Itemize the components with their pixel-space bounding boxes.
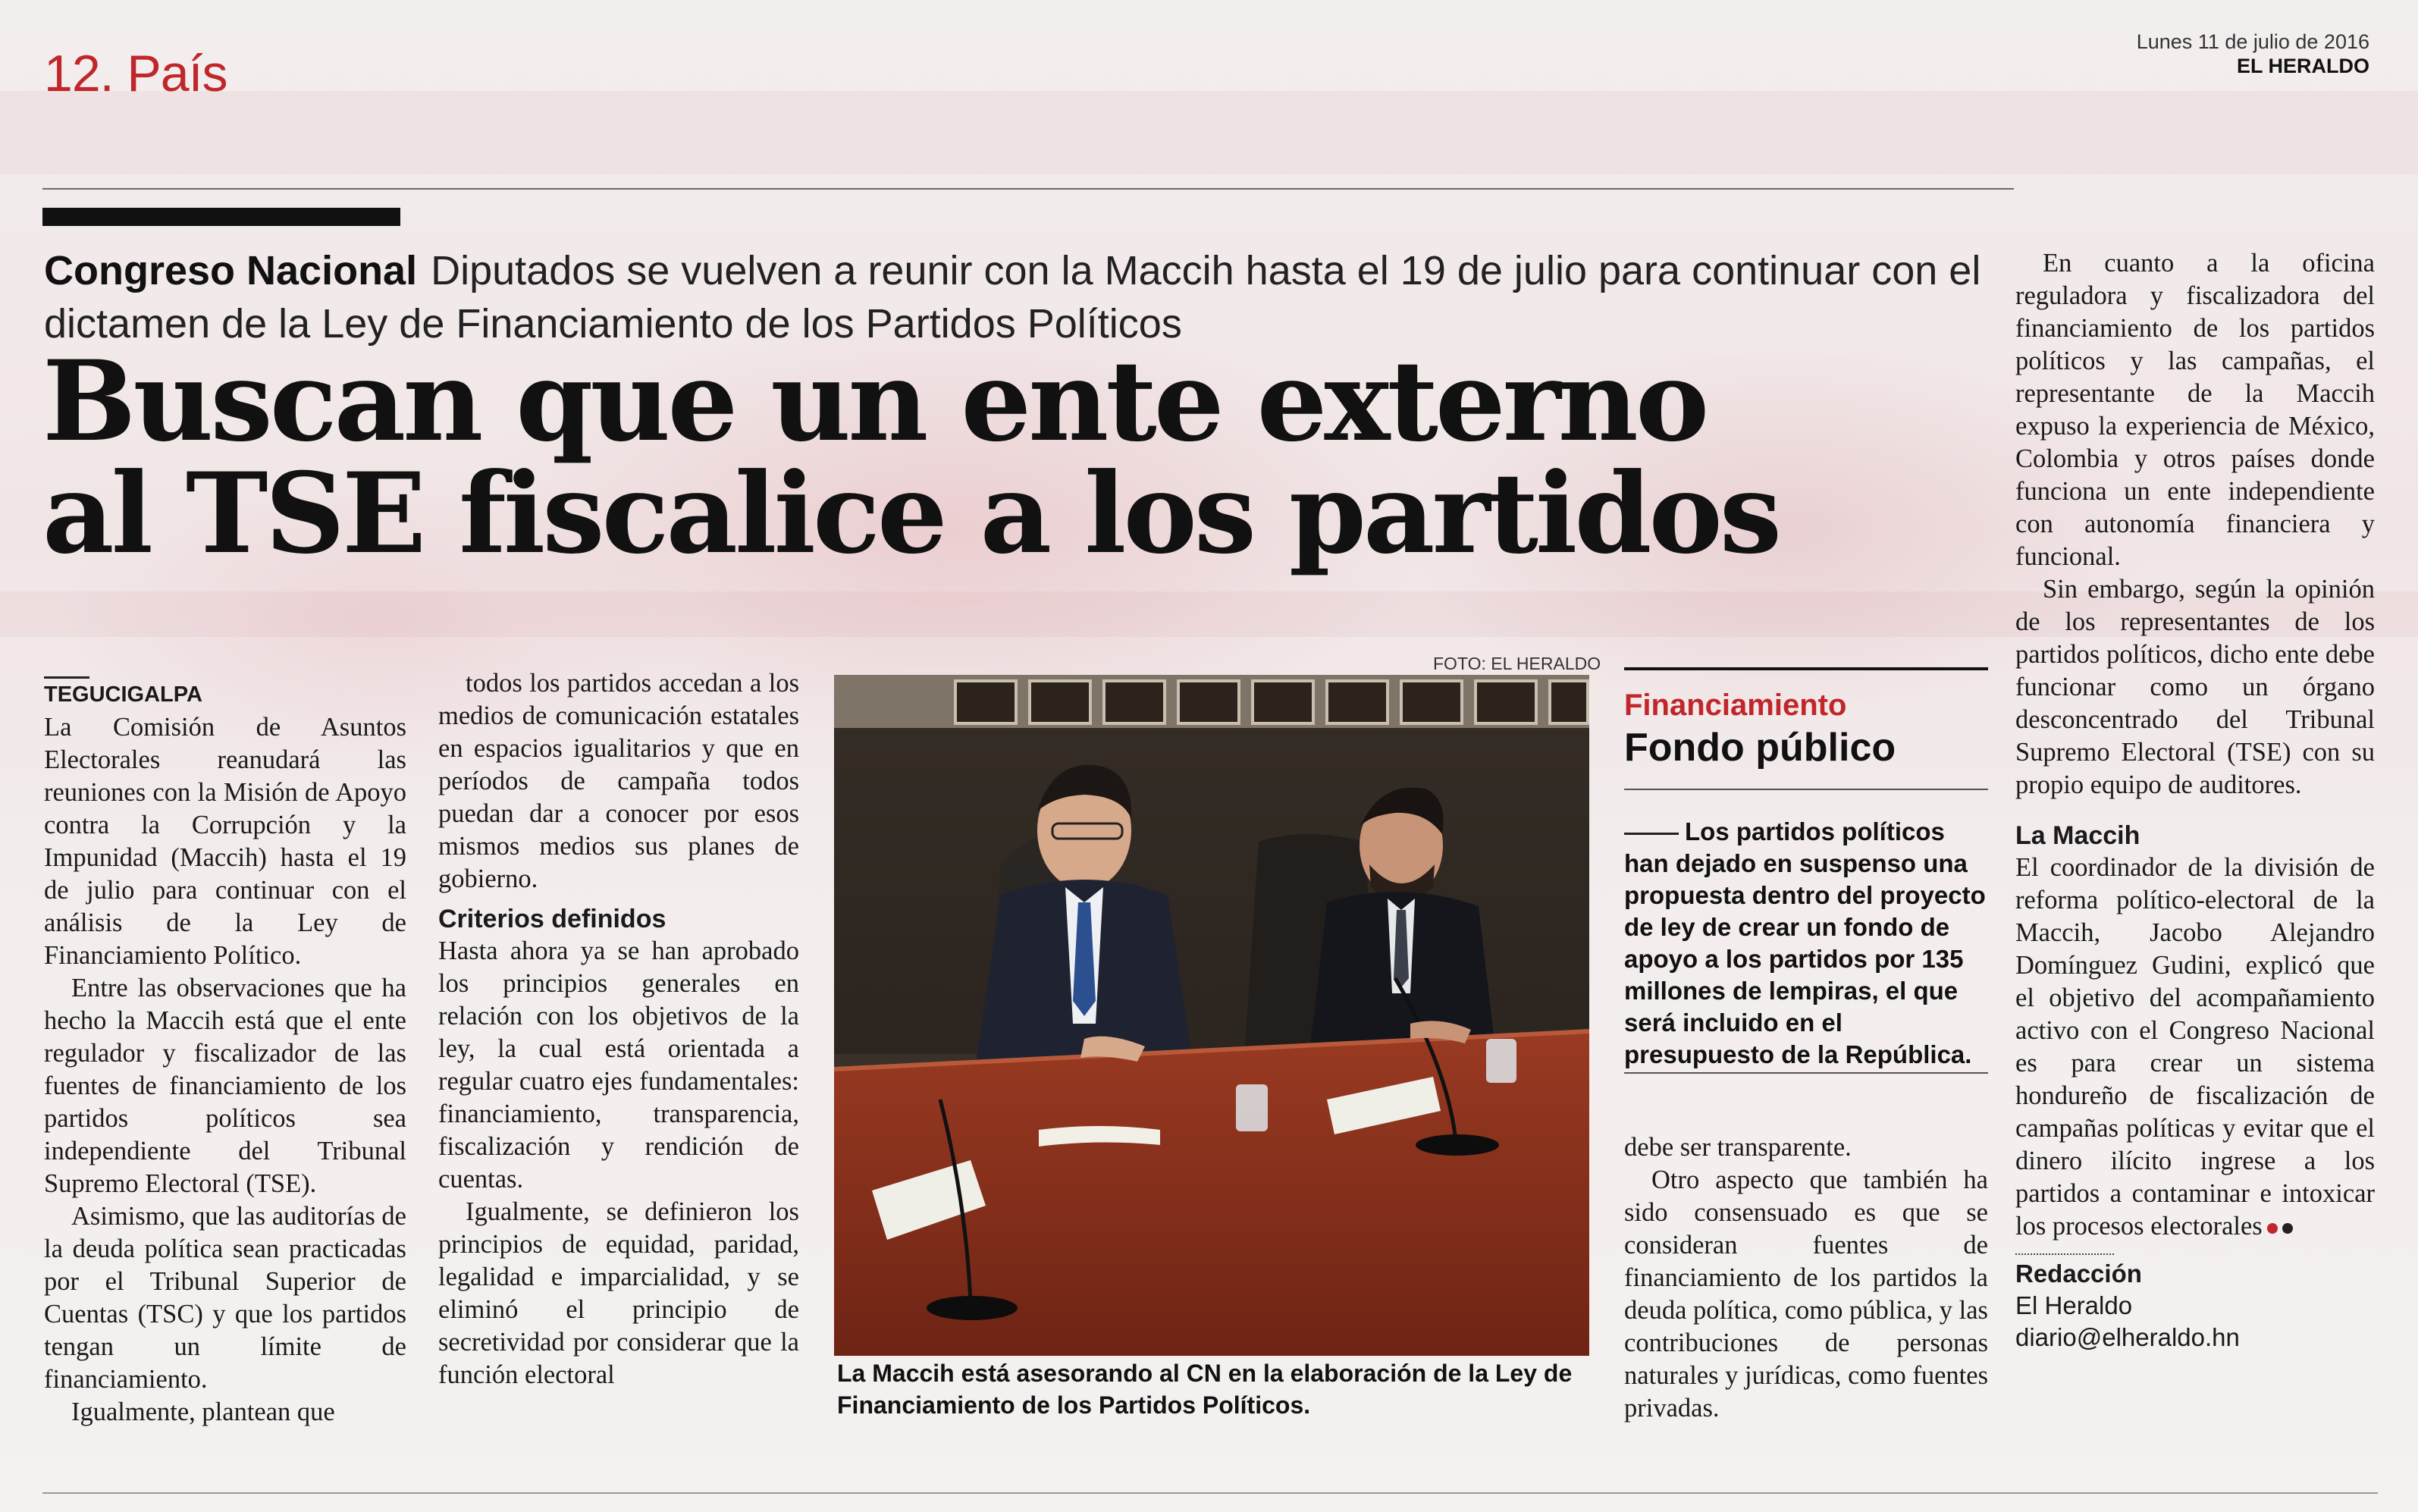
news-photo [834, 675, 1589, 1356]
background-band [0, 91, 2418, 174]
headline [42, 337, 1984, 579]
column-4 [2015, 247, 2375, 1354]
column-2 [438, 667, 799, 1391]
paragraph [2015, 852, 2375, 1243]
paragraph: debe ser transparente. [1624, 1133, 1852, 1162]
signature-divider [2015, 1253, 2114, 1255]
top-rule [42, 188, 2014, 190]
photo-credit: FOTO: EL HERALDO [1433, 654, 1601, 673]
subhead: Criterios definidos [438, 905, 666, 933]
paragraph: Hasta ahora ya se han aprobado los principios generales en relación con los objetivos de la ley, la cual está orientada a regular cuatro ejes fundamentales: financiamiento, transparencia, fiscalización y rendición de cuentas. [438, 936, 799, 1194]
end-mark-icon [2267, 1223, 2278, 1234]
paragraph-text: El coordinador de la división de reforma político-electoral de la Maccih, Jacobo Alejandro Domínguez Gudini, explicó que el objetivo del acompañamiento activo con el Congreso Nacional es para crear un sistema hondureño de fiscalización de campañas políticas y evitar que el dinero ilícito ingrese a los partidos a contaminar e intoxicar los procesos electorales [2015, 853, 2375, 1241]
sidebar-rule [1624, 667, 1988, 670]
byline-email: diario@elheraldo.hn [2015, 1323, 2240, 1351]
kicker-tag: Congreso Nacional [44, 248, 418, 293]
lead-dash [1624, 833, 1679, 835]
kicker-text: Diputados se vuelven a reunir con la Maccih hasta el 19 de julio para continuar con el dictamen de la Ley de Financiamiento de los Partidos Políticos [44, 248, 1981, 347]
paragraph: Entre las observaciones que ha hecho la Maccih está que el ente regulador y fiscalizador de las fuentes de financiamiento de los partidos políticos sea independiente del Tribunal Supremo Electoral (TSE). [44, 974, 406, 1198]
paragraph: La Comisión de Asuntos Electorales reanudará las reuniones con la Misión de Apoyo contra la Corrupción y la Impunidad (Maccih) hasta el 19 de julio para continuar con el análisis de la Ley de Financiamiento Político. [44, 713, 406, 970]
sidebar-divider [1624, 789, 1988, 790]
end-mark-icon [2282, 1223, 2293, 1234]
column-3 [1624, 1131, 1988, 1425]
paragraph: todos los partidos accedan a los medios de comunicación estatales en espacios igualitarios y que en períodos de campaña todos puedan dar a conocer por esos mismos medios sus planes de gobierno. [438, 669, 799, 893]
headline-bar [42, 208, 400, 226]
section-title: 12. País [44, 45, 227, 102]
byline-heading: Redacción [2015, 1259, 2142, 1288]
column-1 [44, 676, 406, 1429]
sidebar-text [1624, 816, 1988, 1071]
sidebar-paragraph: Los partidos políticos han dejado en suspenso una propuesta dentro del proyecto de ley de crear un fondo de apoyo a los partidos por 135 millones de lempiras, el que será incluido en el presupuesto de la República. [1624, 817, 1986, 1068]
paragraph: Igualmente, se definieron los principios de equidad, paridad, legalidad e imparcialidad, y se eliminó el principio de secretividad por considerar que la función electoral [438, 1197, 799, 1389]
byline-outlet: El Heraldo [2015, 1291, 2133, 1319]
paragraph: Asimismo, que las auditorías de la deuda política sean practicadas por el Tribunal Superior de Cuentas (TSC) y que los partidos tengan un límite de financiamiento. [44, 1202, 406, 1394]
subhead: La Maccih [2015, 821, 2140, 850]
bottom-rule [42, 1492, 2378, 1494]
dateline: TEGUCIGALPA [44, 676, 89, 711]
sidebar-title: Fondo público [1624, 726, 1896, 770]
publication-date: Lunes 11 de julio de 2016 [2136, 30, 2369, 53]
sidebar-bottom-rule [1624, 1072, 1988, 1074]
kicker [44, 244, 1985, 350]
paragraph: En cuanto a la oficina reguladora y fiscalizadora del financiamiento de los partidos políticos y las campañas, el representante de la Maccih expuso la experiencia de México, Colombia y otros países donde funciona un ente independiente con autonomía financiera y funcional. [2015, 249, 2375, 571]
paragraph: Otro aspecto que también ha sido consensuado es que se consideran fuentes de financiamiento de los partidos la deuda política, como pública, y las contribuciones de personas naturales y jurídicas, como fuentes privadas. [1624, 1165, 1988, 1423]
photo-caption: La Maccih está asesorando al CN en la elaboración de la Ley de Financiamiento de los Partidos Políticos. [837, 1360, 1573, 1419]
paragraph: Igualmente, plantean que [71, 1398, 335, 1426]
sidebar-label: Financiamiento [1624, 689, 1847, 722]
headline-line-2: al TSE fiscalice a los partidos [42, 449, 1780, 579]
headline-line-1: Buscan que un ente externo [42, 337, 1707, 466]
newspaper-name: EL HERALDO [2236, 55, 2369, 77]
paragraph: Sin embargo, según la opinión de los representantes de los partidos políticos, dicho ente debe funcionar como un órgano desconcentrado del Tribunal Supremo Electoral (TSE) con su propio equipo de auditores. [2015, 575, 2375, 799]
meeting-photo [834, 675, 1589, 1356]
